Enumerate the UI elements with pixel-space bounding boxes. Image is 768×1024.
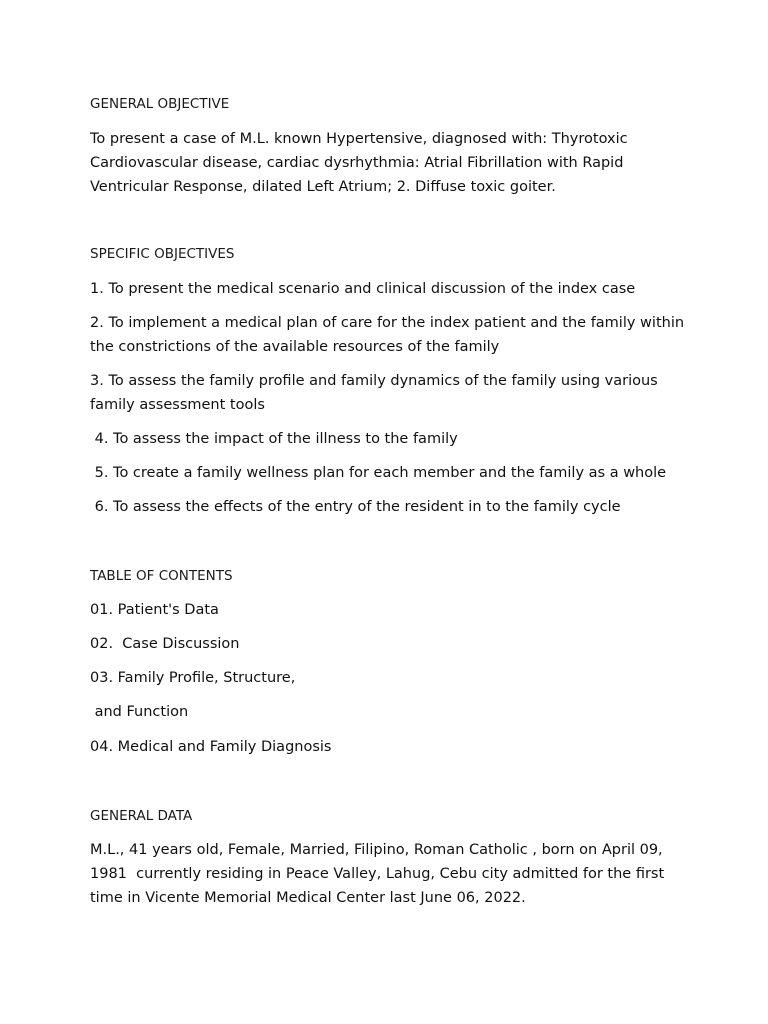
toc-item-label: 01. Patient's Data (90, 602, 219, 618)
specific-objective-item-2 (90, 311, 690, 359)
specific-objective-item-4 (90, 427, 690, 451)
toc-item (90, 700, 690, 724)
toc-item-label: 03. Family Profile, Structure, (90, 670, 296, 686)
general-objective-paragraph (90, 127, 690, 199)
specific-objective-line: 3. To assess the family profile and family dynamics of the family using various (90, 373, 658, 389)
toc-item (90, 632, 690, 656)
general-data-line: M.L., 41 years old, Female, Married, Filipino, Roman Catholic , born on April 09, (90, 842, 663, 858)
general-objective-line: Ventricular Response, dilated Left Atrium; 2. Diffuse toxic goiter. (90, 179, 556, 195)
toc-item-label: 02. Case Discussion (90, 636, 240, 652)
general-objective-line: To present a case of M.L. known Hypertensive, diagnosed with: Thyrotoxic (90, 131, 628, 147)
specific-objective-line: 6. To assess the effects of the entry of the resident in to the family cycle (90, 499, 621, 515)
specific-objective-line: 2. To implement a medical plan of care for the index patient and the family within (90, 315, 685, 331)
specific-objective-item-3 (90, 369, 690, 417)
general-data-line: 1981 currently residing in Peace Valley, Lahug, Cebu city admitted for the first (90, 866, 665, 882)
general-objective-line: Cardiovascular disease, cardiac dysrhythmia: Atrial Fibrillation with Rapid (90, 155, 624, 171)
specific-objective-line: family assessment tools (90, 397, 265, 413)
specific-objectives-heading: SPECIFIC OBJECTIVES (90, 246, 235, 262)
general-objective-heading: GENERAL OBJECTIVE (90, 96, 230, 112)
table-of-contents-heading: TABLE OF CONTENTS (90, 568, 233, 584)
specific-objective-item-6 (90, 495, 690, 519)
toc-item (90, 666, 690, 690)
specific-objective-line: 1. To present the medical scenario and clinical discussion of the index case (90, 281, 636, 297)
general-data-line: time in Vicente Memorial Medical Center last June 06, 2022. (90, 890, 526, 906)
toc-item-label: and Function (90, 704, 189, 720)
specific-objective-line: the constrictions of the available resources of the family (90, 339, 500, 355)
toc-item (90, 598, 690, 622)
specific-objective-item-5 (90, 461, 690, 485)
general-data-paragraph (90, 838, 690, 910)
toc-item (90, 735, 690, 759)
general-data-heading: GENERAL DATA (90, 808, 193, 824)
specific-objective-item-1 (90, 277, 690, 301)
toc-item-label: 04. Medical and Family Diagnosis (90, 739, 332, 755)
specific-objective-line: 4. To assess the impact of the illness to the family (90, 431, 458, 447)
specific-objective-line: 5. To create a family wellness plan for each member and the family as a whole (90, 465, 667, 481)
